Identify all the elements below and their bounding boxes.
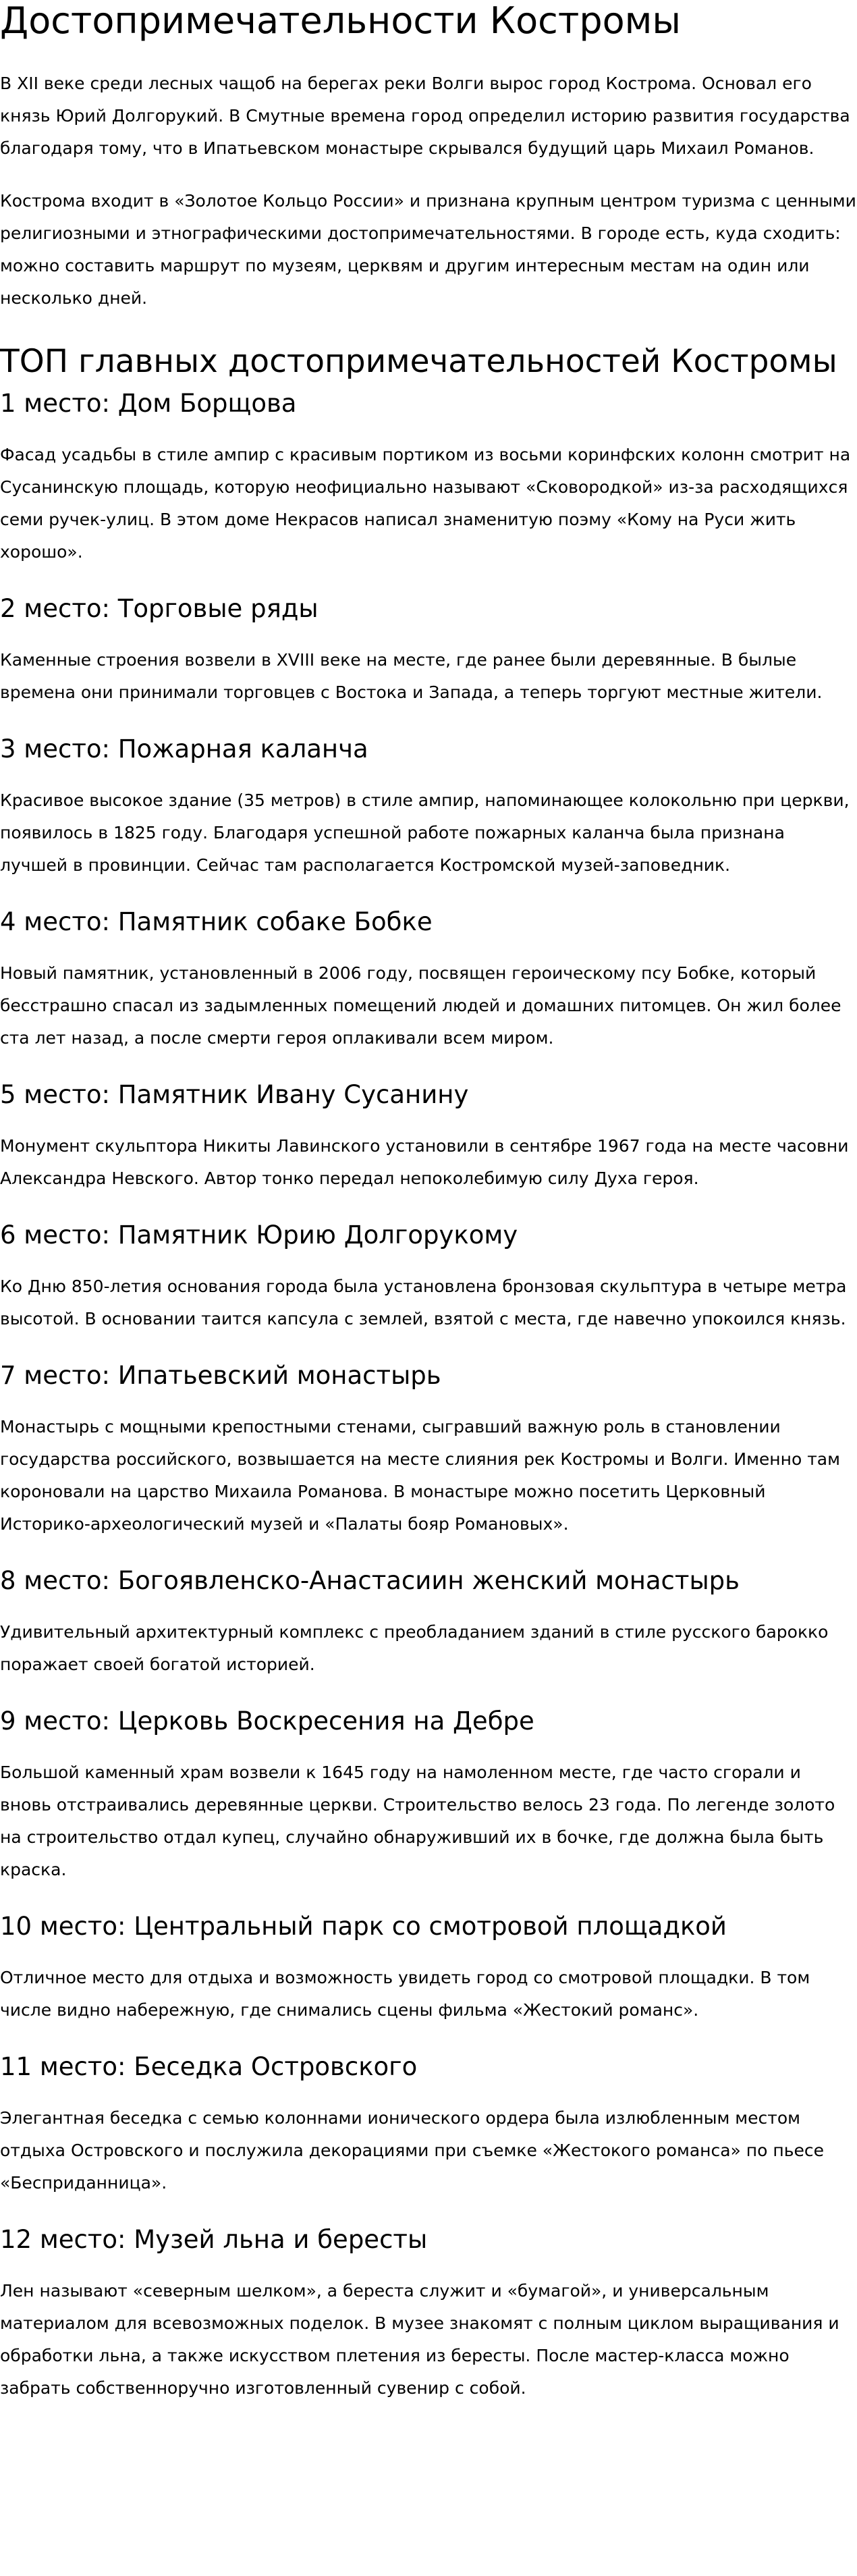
place-title: 7 место: Ипатьевский монастырь	[0, 1361, 441, 1390]
place-section	[0, 387, 857, 568]
place-section	[0, 1079, 857, 1195]
intro-paragraph: Кострома входит в «Золотое Кольцо России» и признана крупным центром туризма с ценными религиозными и этнографическими достопримечательностями. В городе есть, куда сходить: можно составить маршрут по музеям, церквям и другим интересным местам на один или несколько дней.	[0, 191, 856, 308]
place-description: Лен называют «северным шелком», а береста служит и «бумагой», и универсальным материалом для всевозможных поделок. В музее знакомят с полным циклом выращивания и обработки льна, а также искусством плетения из бересты. После мастер-класса можно забрать собственноручно изготовленный сувенир с собой.	[0, 2281, 839, 2398]
place-section	[0, 2051, 857, 2199]
place-title: 12 место: Музей льна и бересты	[0, 2225, 428, 2254]
place-title: 8 место: Богоявленско-Анастасиин женский монастырь	[0, 1566, 740, 1595]
place-description: Отличное место для отдыха и возможность увидеть город со смотровой площадки. В том числе видно набережную, где снимались сцены фильма «Жестокий романс».	[0, 1968, 810, 2020]
place-title: 11 место: Беседка Островского	[0, 2052, 418, 2081]
place-section	[0, 733, 857, 882]
place-description: Элегантная беседка с семью колоннами ионического ордера была излюбленным местом отдыха Островского и послужила декорациями при съемке «Жестокого романса» по пьесе «Бесприданница».	[0, 2108, 824, 2193]
place-description: Удивительный архитектурный комплекс с преобладанием зданий в стиле русского барокко поражает своей богатой историей.	[0, 1622, 829, 1674]
place-title: 3 место: Пожарная каланча	[0, 734, 368, 763]
page-title: Достопримечательности Костромы	[0, 0, 682, 42]
place-title: 9 место: Церковь Воскресения на Дебре	[0, 1707, 534, 1736]
place-section	[0, 593, 857, 709]
place-title: 1 место: Дом Борщова	[0, 389, 297, 418]
place-description: Фасад усадьбы в стиле ампир с красивым портиком из восьми коринфских колонн смотрит на Сусанинскую площадь, которую неофициально называют «Сковородкой» из-за расходящихся семи ручек-улиц. В этом доме Некрасов написал знаменитую поэму «Кому на Руси жить хорошо».	[0, 445, 851, 562]
place-title: 4 место: Памятник собаке Бобке	[0, 907, 433, 936]
place-section	[0, 906, 857, 1054]
place-description: Большой каменный храм возвели к 1645 году на намоленном месте, где часто сгорали и вновь отстраивались деревянные церкви. Строительство велось 23 года. По легенде золото на строительство отдал купец, случайно обнаруживший их в бочке, где должна была быть краска.	[0, 1763, 835, 1879]
intro	[0, 68, 857, 315]
place-section	[0, 1360, 857, 1540]
place-title: 10 место: Центральный парк со смотровой площадкой	[0, 1912, 727, 1941]
place-section	[0, 1910, 857, 2027]
place-description: Красивое высокое здание (35 метров) в стиле ампир, напоминающее колокольню при церкви, появилось в 1825 году. Благодаря успешной работе пожарных каланча была признана лучшей в провинции. Сейчас там располагается Костромской музей-заповедник.	[0, 790, 850, 875]
place-title: 6 место: Памятник Юрию Долгорукому	[0, 1220, 518, 1250]
place-description: Новый памятник, установленный в 2006 году, посвящен героическому псу Бобке, который бесстрашно спасал из задымленных помещений людей и домашних питомцев. Он жил более ста лет назад, а после смерти героя оплакивали всем миром.	[0, 963, 841, 1048]
place-description: Монастырь с мощными крепостными стенами, сыгравший важную роль в становлении государства российского, возвышается на месте слияния рек Костромы и Волги. Именно там короновали на царство Михаила Романова. В монастыре можно посетить Церковный Историко-археологический музей и «Палаты бояр Романовых».	[0, 1417, 840, 1534]
intro-paragraph: В XII веке среди лесных чащоб на берегах реки Волги вырос город Кострома. Основал его князь Юрий Долгорукий. В Смутные времена город определил историю развития государства благодаря тому, что в Ипатьевском монастыре скрывался будущий царь Михаил Романов.	[0, 74, 850, 158]
place-description: Ко Дню 850-летия основания города была установлена бронзовая скульптура в четыре метра высотой. В основании таится капсула с землей, взятой с места, где навечно упокоился князь.	[0, 1277, 847, 1329]
place-section	[0, 1219, 857, 1335]
section-title: ТОП главных достопримечательностей Костромы	[0, 343, 837, 380]
place-description: Монумент скульптора Никиты Лавинского установили в сентябре 1967 года на месте часовни Александра Невского. Автор тонко передал непоколебимую силу Духа героя.	[0, 1136, 849, 1188]
place-description: Каменные строения возвели в XVIII веке на месте, где ранее были деревянные. В былые времена они принимали торговцев с Востока и Запада, а теперь торгуют местные жители.	[0, 650, 823, 702]
place-section	[0, 1705, 857, 1886]
place-title: 5 место: Памятник Ивану Сусанину	[0, 1080, 469, 1109]
place-title: 2 место: Торговые ряды	[0, 594, 319, 623]
place-section	[0, 2224, 857, 2405]
place-section	[0, 1565, 857, 1681]
places-list	[0, 387, 857, 2405]
